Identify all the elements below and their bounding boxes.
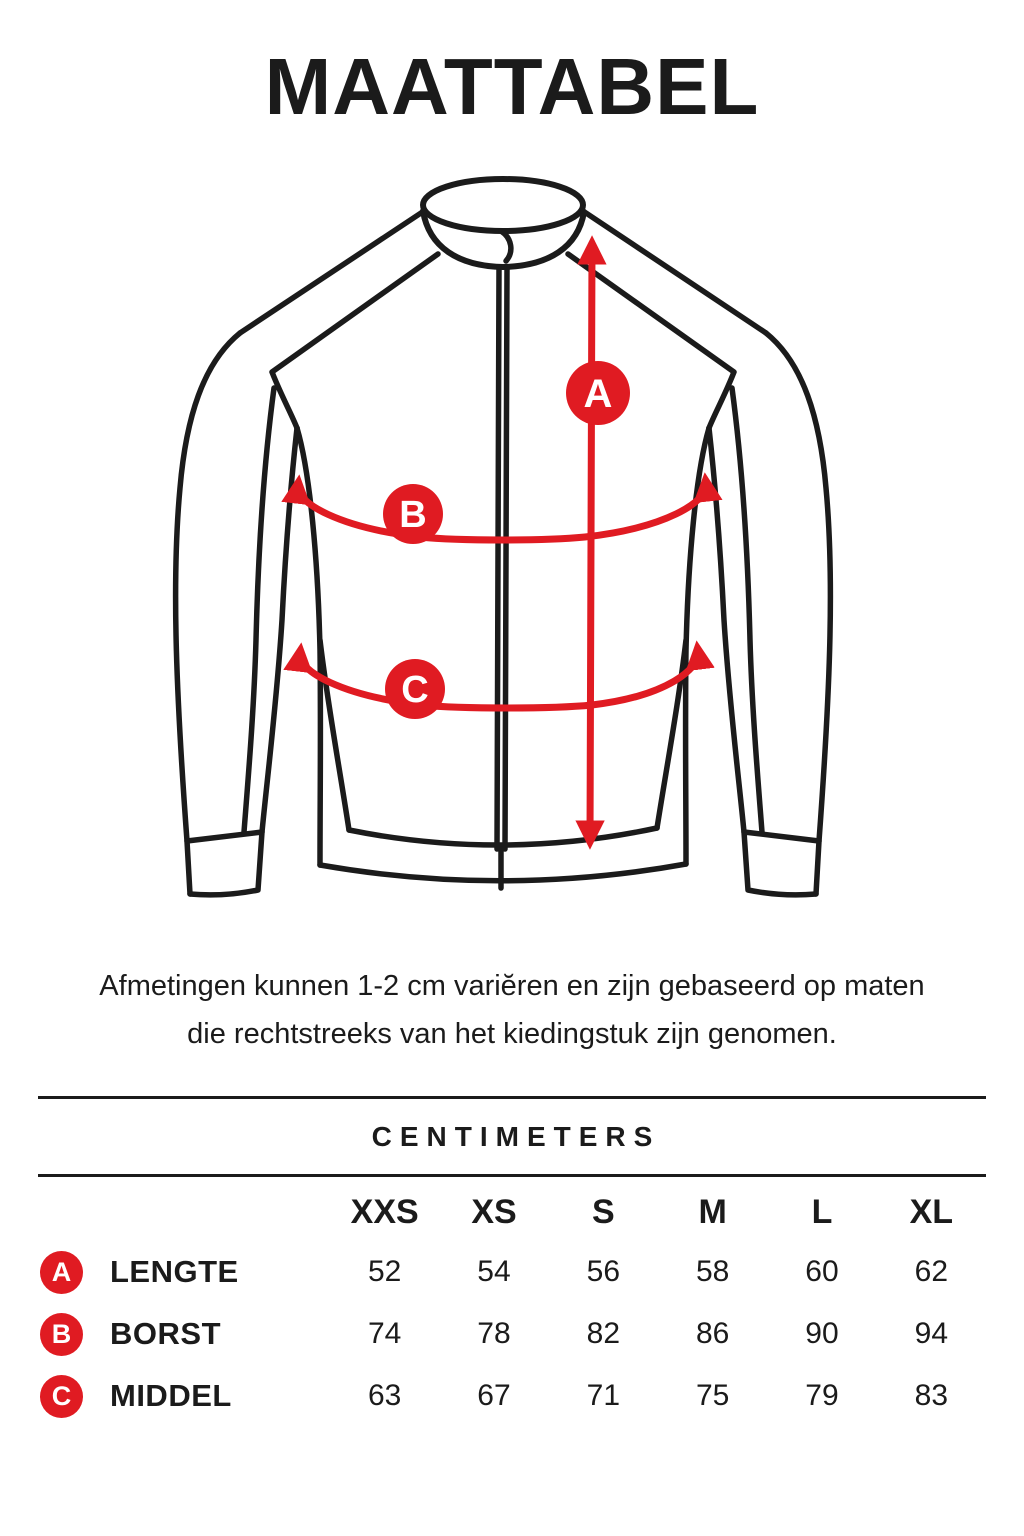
side-seam-left [320, 640, 349, 830]
page-title: MAATTABEL [264, 42, 760, 131]
middel-value-s: 71 [586, 1379, 621, 1412]
middel-value-l: 79 [805, 1379, 839, 1412]
lengte-value-xxs: 52 [367, 1255, 402, 1288]
side-seam-right [657, 640, 686, 828]
borst-value-s: 82 [586, 1317, 621, 1350]
marker-c-chip: C [40, 1375, 83, 1418]
size-header-xs: XS [471, 1192, 517, 1231]
borst-value-xl: 94 [914, 1317, 949, 1350]
borst-value-xs: 78 [477, 1317, 511, 1350]
unit-header: CENTIMETERS [371, 1120, 661, 1152]
measurement-note-line2: die rechtstreeks van het kiedingstuk zijn genomen. [187, 1018, 837, 1050]
table-row-borst-label [38, 1303, 330, 1365]
lengte-value-m: 58 [695, 1255, 730, 1288]
middel-value-xl: 83 [914, 1379, 949, 1412]
sleeve-outer-left [176, 333, 240, 894]
collar-opening [423, 179, 583, 231]
marker-b-letter: B [399, 494, 427, 536]
table-row-middel-label [38, 1365, 330, 1427]
borst-value-l: 90 [805, 1317, 839, 1350]
row-label-middel: MIDDEL [110, 1378, 232, 1413]
size-header-l: L [811, 1192, 833, 1231]
row-label-lengte: LENGTE [110, 1254, 239, 1289]
lengte-value-xl: 62 [914, 1255, 949, 1288]
middel-value-m: 75 [695, 1379, 730, 1412]
cuff-left [187, 832, 262, 895]
sleeve-inner-left [262, 428, 297, 832]
header-spacer-cell [38, 1183, 330, 1241]
zipper [497, 267, 507, 888]
lengte-value-l: 60 [805, 1255, 839, 1288]
sleeve-inner-right [709, 428, 744, 832]
chest-arrow [298, 484, 706, 540]
table-mid-rule [38, 1174, 986, 1177]
marker-a-chip: A [40, 1251, 83, 1294]
sleeve-outer-right [766, 333, 830, 894]
length-arrow [590, 247, 592, 838]
middel-value-xs: 67 [477, 1379, 511, 1412]
size-header-xxs: XXS [350, 1192, 419, 1231]
raglan-seam-left [272, 254, 438, 428]
marker-c-letter: C [401, 669, 429, 711]
size-header-s: S [591, 1192, 615, 1231]
borst-value-m: 86 [695, 1317, 730, 1350]
shoulder-right [583, 211, 766, 333]
measurement-note-line1: Afmetingen kunnen 1-2 cm variĕren en zijn gebaseerd op maten [99, 970, 925, 1002]
zipper-pull [501, 231, 511, 261]
size-grid [38, 1183, 986, 1427]
marker-a-letter: A [583, 372, 613, 416]
measurement-note [0, 962, 1024, 1058]
row-label-borst: BORST [110, 1316, 221, 1351]
middel-value-xxs: 63 [367, 1379, 402, 1412]
size-header-xl: XL [909, 1192, 954, 1231]
marker-b-chip: B [40, 1313, 83, 1356]
collar-base [423, 211, 584, 267]
measurement-arrows [298, 247, 706, 838]
shoulder-left [240, 211, 424, 333]
cuff-right [744, 832, 819, 895]
size-header-m: M [698, 1192, 727, 1231]
size-table [38, 1096, 986, 1427]
lengte-value-s: 56 [586, 1255, 621, 1288]
borst-value-xxs: 74 [367, 1317, 402, 1350]
table-row-lengte-label [38, 1241, 330, 1303]
lengte-value-xs: 54 [477, 1255, 511, 1288]
